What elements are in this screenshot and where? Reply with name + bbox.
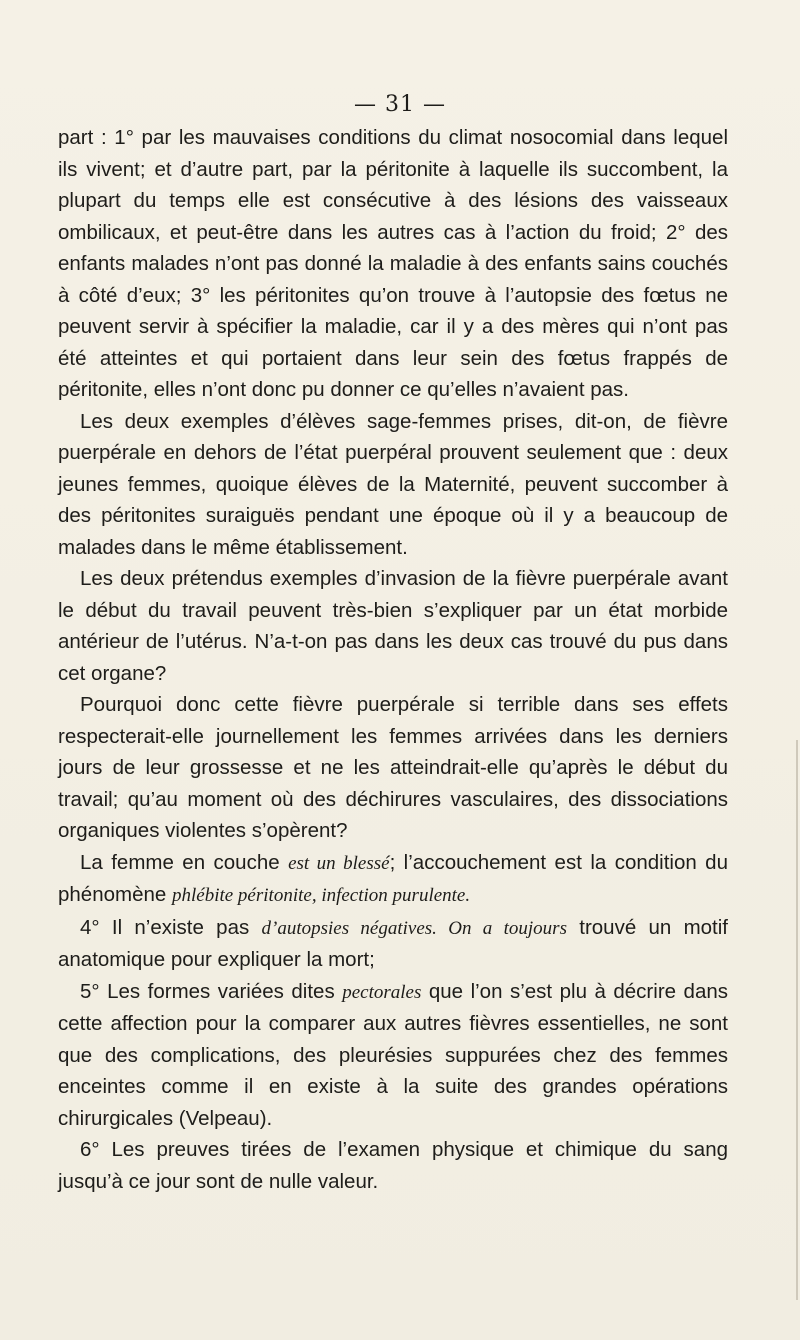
text-run: ; l’accouchement est la condition du phénomène	[58, 850, 728, 906]
text-run: Pourquoi donc cette fièvre puerpérale si terrible dans ses effets respecterait-elle journellement les femmes arrivées dans les derniers jours de leur grossesse et ne les atteindrait-elle qu’après le début du travail; qu’au moment où des déchirures vasculaires, des dissociations organiques violentes s’opèrent?	[58, 693, 728, 842]
text-run: 4° Il n’existe pas	[80, 915, 262, 939]
text-run: 6° Les preuves tirées de l’examen physique et chimique du sang jusqu’à ce jour sont de nulle valeur.	[58, 1138, 728, 1193]
text-run: Les deux prétendus exemples d’invasion de la fièvre puerpérale avant le début du travail peuvent très-bien s’expliquer par un état morbide antérieur de l’utérus. N’a-t-on pas dans les deux cas trouvé du pus dans cet organe?	[58, 567, 728, 685]
page-number: — 31 —	[354, 92, 446, 117]
paragraph	[58, 1134, 728, 1197]
paragraph	[58, 912, 728, 976]
text-run: 5° Les formes variées dites	[80, 979, 343, 1003]
italic-text: d’autopsies négatives. On a toujours	[261, 917, 567, 939]
paragraph	[58, 563, 728, 689]
paragraph	[58, 406, 728, 564]
paragraph	[58, 847, 728, 912]
text-run: part : 1° par les mauvaises conditions du climat nosocomial dans lequel ils vivent; et d’autre part, par la péritonite à laquelle ils succombent, la plupart du temps elle est consécutive à des lésions des vaisseaux ombilicaux, et peut-être dans les autres cas à l’action du froid; 2° des enfants malades n’ont pas donné la maladie à des enfants sains couchés à côté d’eux; 3° les péritonites qu’on trouve à l’autopsie des fœtus ne peuvent servir à spécifier la maladie, car il y a des mères qui n’ont pas été atteintes et qui portaient dans leur sein des fœtus frappés de péritonite, elles n’ont donc pu donner ce qu’elles n’avaient pas.	[58, 126, 728, 401]
italic-text: pectorales	[342, 981, 422, 1003]
italic-text: est un blessé	[288, 852, 390, 874]
paragraph	[58, 122, 728, 406]
paragraph	[58, 689, 728, 847]
text-run: La femme en couche	[80, 850, 289, 874]
page-edge-shadow	[796, 740, 798, 1300]
paragraph	[58, 976, 728, 1135]
italic-text: phlébite péritonite, infection purulente.	[171, 885, 471, 906]
text-run: Les deux exemples d’élèves sage-femmes prises, dit-on, de fièvre puerpérale en dehors de l’état puerpéral prouvent seulement que : deux jeunes femmes, quoique élèves de la Maternité, peuvent succomber à des péritonites suraiguës pendant une époque où il y a beaucoup de malades dans le même établissement.	[58, 409, 728, 559]
text-run: trouvé un motif anatomique pour expliquer la mort;	[58, 915, 728, 971]
body-text	[58, 122, 728, 1197]
text-run: que l’on s’est plu à décrire dans cette affection pour la comparer aux autres fièvres essentielles, ne sont que des complications, des pleurésies suppurées chez des femmes enceintes comme il en existe à la suite des grandes opérations chirurgicales (Velpeau).	[58, 979, 728, 1130]
